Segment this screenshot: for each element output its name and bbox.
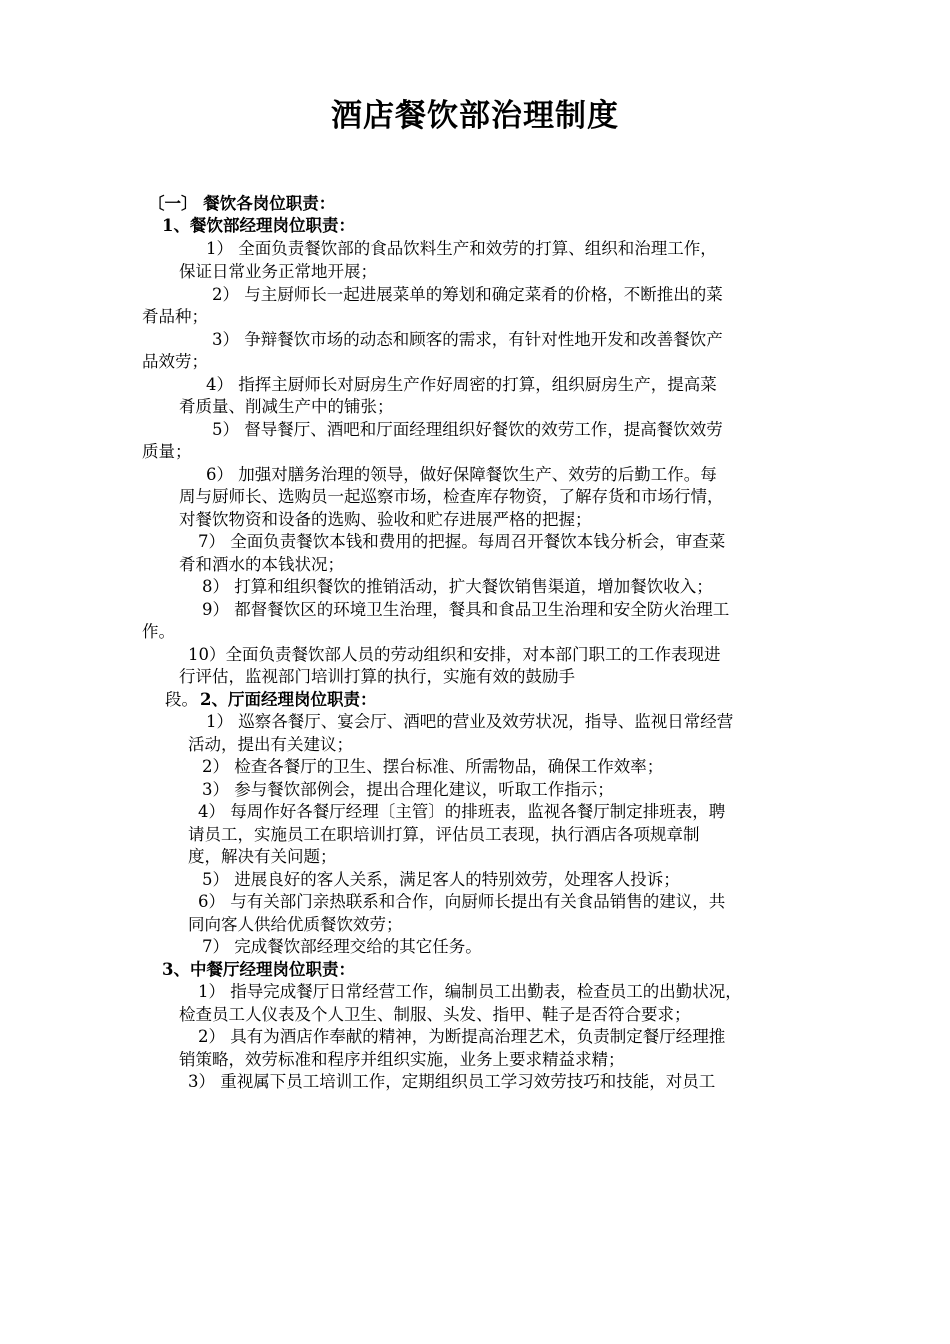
duty-item-cont: 销策略，效劳标准和程序并组织实施，业务上要求精益求精； bbox=[179, 1050, 625, 1069]
duty-item-cont: 保证日常业务正常地开展； bbox=[179, 262, 377, 281]
duty-item: 1） 巡察各餐厅、宴会厅、酒吧的营业及效劳状况，指导、监视日常经营 bbox=[206, 712, 734, 731]
duty-item: 7） 完成餐饮部经理交给的其它任务。 bbox=[202, 937, 482, 956]
duty-item-cont: 品效劳； bbox=[142, 352, 208, 371]
duty-item-cont: 请员工，实施员工在职培训打算，评估员工表现，执行酒店各项规章制 bbox=[188, 825, 700, 844]
duty-item-cont: 肴质量、削减生产中的铺张； bbox=[179, 397, 394, 416]
duty-item: 9） 都督餐饮区的环境卫生治理，餐具和食品卫生治理和安全防火治理工 bbox=[202, 600, 730, 619]
duty-item-cont: 作。 bbox=[142, 622, 175, 641]
duty-item: 8） 打算和组织餐饮的推销活动，扩大餐饮销售渠道，增加餐饮收入； bbox=[202, 577, 713, 596]
duty-item: 6） 加强对膳务治理的领导，做好保障餐饮生产、效劳的后勤工作。每 bbox=[206, 465, 717, 484]
duty-item: 6） 与有关部门亲热联系和合作，向厨师长提出有关食品销售的建议，共 bbox=[198, 892, 726, 911]
duty-item-cont: 行评估，监视部门培训打算的执行，实施有效的鼓励手 bbox=[179, 667, 575, 686]
subsection-heading: 1、餐饮部经理岗位职责： bbox=[162, 216, 355, 235]
duty-item-cont: 检查员工人仪表及个人卫生、制服、头发、指甲、鞋子是否符合要求； bbox=[179, 1005, 691, 1024]
section-heading: 〔一〕 餐饮各岗位职责： bbox=[148, 194, 336, 213]
duty-item-cont: 质量； bbox=[142, 442, 192, 461]
duty-item: 2） 与主厨师长一起进展菜单的筹划和确定菜肴的价格，不断推出的菜 bbox=[212, 285, 723, 304]
duty-item: 5） 进展良好的客人关系，满足客人的特别效劳，处理客人投诉； bbox=[202, 870, 680, 889]
subsection-heading: 3、中餐厅经理岗位职责： bbox=[162, 960, 355, 979]
duty-item-cont: 对餐饮物资和设备的选购、验收和贮存进展严格的把握； bbox=[179, 510, 592, 529]
duty-item: 1） 指导完成餐厅日常经营工作，编制员工出勤表，检查员工的出勤状况， bbox=[198, 982, 742, 1001]
duty-item: 2） 具有为酒店作奉献的精神，为断提高治理艺术，负责制定餐厅经理推 bbox=[198, 1027, 726, 1046]
duty-item-cont: 肴品种； bbox=[142, 307, 208, 326]
duty-item: 10）全面负责餐饮部人员的劳动组织和安排，对本部门职工的工作表现进 bbox=[188, 645, 721, 664]
duty-item: 4） 每周作好各餐厅经理〔主管〕的排班表，监视各餐厅制定排班表，聘 bbox=[198, 802, 726, 821]
duty-item-cont: 度，解决有关问题； bbox=[188, 847, 337, 866]
duty-item: 2） 检查各餐厅的卫生、摆台标准、所需物品，确保工作效率； bbox=[202, 757, 664, 776]
duty-item: 3） 争辩餐饮市场的动态和顾客的需求，有针对性地开发和改善餐饮产 bbox=[212, 330, 723, 349]
duty-item: 1） 全面负责餐饮部的食品饮料生产和效劳的打算、组织和治理工作， bbox=[206, 239, 717, 258]
duty-item-cont: 段。 bbox=[165, 690, 198, 709]
duty-item-cont: 活动，提出有关建议； bbox=[188, 735, 353, 754]
duty-item-cont: 肴和酒水的本钱状况； bbox=[179, 555, 344, 574]
duty-item: 5） 督导餐厅、酒吧和厅面经理组织好餐饮的效劳工作，提高餐饮效劳 bbox=[212, 420, 723, 439]
duty-item-cont: 周与厨师长、选购员一起巡察市场，检查库存物资，了解存货和市场行情， bbox=[179, 487, 724, 506]
duty-item-cont: 同向客人供给优质餐饮效劳； bbox=[188, 915, 403, 934]
subsection-heading: 2、厅面经理岗位职责： bbox=[200, 690, 377, 709]
duty-item: 4） 指挥主厨师长对厨房生产作好周密的打算，组织厨房生产，提高菜 bbox=[206, 375, 717, 394]
duty-item: 3） 参与餐饮部例会，提出合理化建议，听取工作指示； bbox=[202, 780, 614, 799]
duty-item: 3） 重视属下员工培训工作，定期组织员工学习效劳技巧和技能，对员工 bbox=[188, 1072, 716, 1091]
document-title: 酒店餐饮部治理制度 bbox=[331, 98, 619, 134]
duty-item: 7） 全面负责餐饮本钱和费用的把握。每周召开餐饮本钱分析会，审查菜 bbox=[198, 532, 726, 551]
